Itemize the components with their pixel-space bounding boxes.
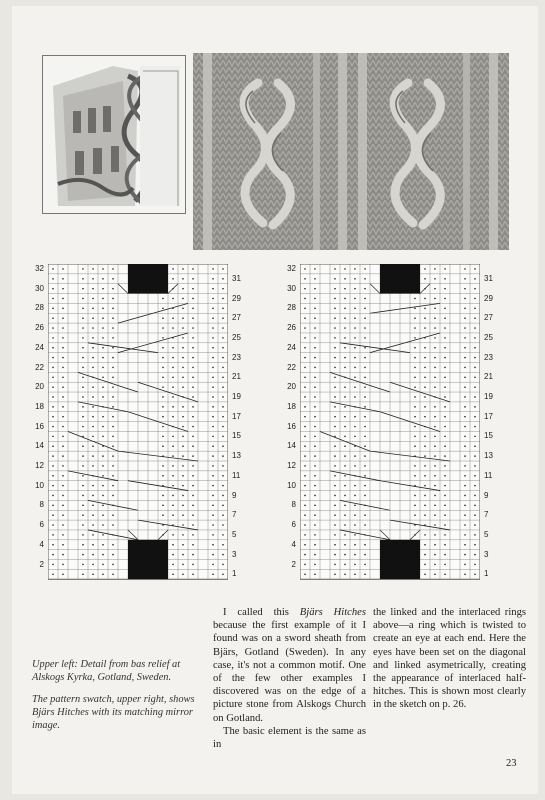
row-number: 23: [484, 352, 493, 362]
row-number: 5: [484, 529, 489, 539]
row-number: 26: [287, 323, 296, 333]
row-number: 14: [287, 441, 296, 451]
row-number: 11: [484, 470, 493, 480]
row-number: 6: [291, 520, 296, 530]
row-number: 19: [484, 392, 493, 402]
row-number: 11: [232, 470, 241, 480]
row-number: 28: [287, 303, 296, 313]
caption-relief: Upper left: Detail from bas relief at Alskogs Kyrka, Gotland, Sweden.: [32, 659, 181, 683]
row-number: 7: [484, 510, 489, 520]
row-number: 22: [35, 362, 44, 372]
row-number: 4: [291, 539, 296, 549]
row-number: 4: [39, 539, 44, 549]
row-number: 32: [35, 264, 44, 273]
row-number: 25: [232, 332, 241, 342]
row-number: 17: [484, 411, 493, 421]
row-number: 32: [287, 264, 296, 273]
row-number: 20: [287, 382, 296, 392]
row-number: 15: [484, 431, 493, 441]
body-paragraph-2-cont: the linked and the interlaced rings above—a ring which is twisted to create an eye at each end. Here the eyes have been set on the diagonal and linked asymetrically, creating the appearance of interlaced half-hitches. This is shown most clearly in the sketch on p. 26.: [373, 607, 526, 711]
caption-swatch: The pattern swatch, upper right, shows Bjärs Hitches with its matching mirror image.: [32, 694, 195, 731]
body-paragraph-2: The basic element is the same as in: [213, 725, 366, 751]
row-number: 6: [39, 520, 44, 530]
row-number: 8: [291, 500, 296, 510]
row-number: 26: [35, 323, 44, 333]
page-number: 23: [506, 758, 517, 769]
row-number: 27: [232, 313, 241, 323]
body-paragraph-1: I called this Bjärs Hitches because the first example of it I found was on a sword sheath from Bjärs, Gotland (Sweden). In any case, it's not a common motif. One of the few other examples I discovered was on the edge of a picture stone from Alskogs Church on Gotland.: [213, 607, 367, 724]
row-number: 10: [35, 480, 44, 490]
row-number: 13: [232, 451, 241, 461]
row-number: 20: [35, 382, 44, 392]
book-page: [12, 6, 538, 794]
row-number: 22: [287, 362, 296, 372]
row-number: 30: [287, 283, 296, 293]
row-number: 12: [287, 461, 296, 470]
row-number: 21: [232, 372, 241, 382]
row-number: 18: [287, 401, 296, 411]
row-number: 1: [232, 569, 237, 579]
body-column-1: [213, 606, 366, 751]
row-number: 10: [287, 480, 296, 490]
row-number: 8: [39, 500, 44, 510]
row-number: 31: [232, 273, 241, 283]
knitting-chart-right: [300, 264, 480, 580]
row-number: 29: [232, 293, 241, 303]
row-number: 13: [484, 451, 493, 461]
body-column-2: [373, 606, 526, 712]
row-number: 12: [35, 461, 44, 470]
row-number: 30: [35, 283, 44, 293]
motif-name: Bjärs Hitches: [299, 607, 367, 618]
row-number: 31: [484, 273, 493, 283]
row-number: 23: [232, 352, 241, 362]
row-number: 2: [291, 559, 296, 569]
row-number: 14: [35, 441, 44, 451]
row-number: 29: [484, 293, 493, 303]
row-number: 24: [35, 342, 44, 352]
row-number: 24: [287, 342, 296, 352]
row-number: 28: [35, 303, 44, 313]
row-number: 21: [484, 372, 493, 382]
knitting-chart-left: [48, 264, 228, 580]
relief-photo: [42, 55, 186, 214]
row-number: 16: [35, 421, 44, 431]
row-number: 3: [232, 549, 237, 559]
knitted-swatch-photo: [193, 53, 509, 250]
row-number: 1: [484, 569, 489, 579]
row-number: 9: [232, 490, 237, 500]
row-number: 16: [287, 421, 296, 431]
row-number: 7: [232, 510, 237, 520]
row-number: 5: [232, 529, 237, 539]
row-number: 9: [484, 490, 489, 500]
figure-caption: [32, 658, 197, 741]
row-number: 18: [35, 401, 44, 411]
row-number: 15: [232, 431, 241, 441]
row-number: 3: [484, 549, 489, 559]
row-number: 19: [232, 392, 241, 402]
row-number: 27: [484, 313, 493, 323]
row-number: 17: [232, 411, 241, 421]
row-number: 25: [484, 332, 493, 342]
row-number: 2: [39, 559, 44, 569]
